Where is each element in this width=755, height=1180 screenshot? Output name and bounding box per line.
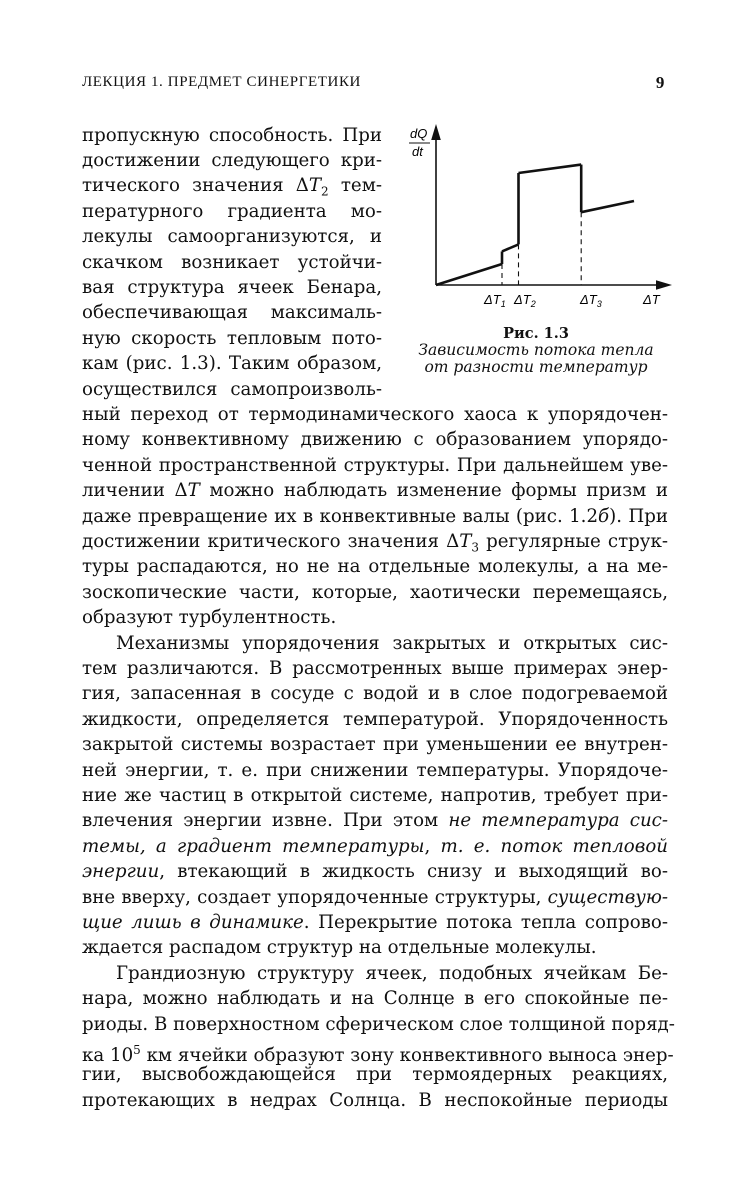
- text-line: вая структура ячеек Бенара,: [82, 277, 382, 298]
- text-line: вне вверху, создает упорядоченные структуры, существую-: [82, 887, 668, 908]
- text-line: Механизмы упорядочения закрытых и открытых сис-: [116, 633, 668, 654]
- y-label-den: dt: [412, 144, 423, 159]
- text-line: ней энергии, т. е. при снижении температуры. Упорядоче-: [82, 760, 668, 781]
- text-line: энергии, втекающий в жидкость снизу и выходящий во-: [82, 861, 668, 882]
- text-line: ка $10^5$ км ячейки образуют зону конвективного выноса энер-: [82, 1043, 674, 1067]
- text-line: достижении критического значения $\Delta T_3$ регулярные струк-: [82, 531, 668, 555]
- running-header: [82, 74, 665, 94]
- text-line: влечения энергии извне. При этом не температура сис-: [82, 810, 668, 831]
- figure-caption-line-2: от разности температур: [424, 358, 648, 376]
- tick-dt3: $\Delta T_3$: [580, 292, 602, 309]
- text-line: ному конвективному движению с образованием упорядо-: [82, 429, 668, 450]
- text-line: зоскопические части, которые, хаотически перемещаясь,: [82, 582, 668, 603]
- text-line: обеспечивающая максималь-: [82, 302, 382, 323]
- text-line: ную скорость тепловым пото-: [82, 328, 382, 349]
- flux-curve: [436, 165, 634, 285]
- text-line: тического значения $\Delta T_2$ тем-: [82, 175, 382, 199]
- tick-dt: ΔT: [643, 292, 660, 307]
- text-line: жидкости, определяется температурой. Упорядоченность: [82, 709, 668, 730]
- text-line: щие лишь в динамике. Перекрытие потока тепла сопрово-: [82, 912, 668, 933]
- text-line: нара, можно наблюдать и на Солнце в его спокойные пе-: [82, 988, 668, 1009]
- text-line: ченной пространственной структуры. При дальнейшем уве-: [82, 455, 668, 476]
- text-line: ждается распадом структур на отдельные молекулы.: [82, 937, 597, 958]
- header-title: ЛЕКЦИЯ 1. ПРЕДМЕТ СИНЕРГЕТИКИ: [82, 74, 361, 90]
- text-line: закрытой системы возрастает при уменьшении ее внутрен-: [82, 734, 668, 755]
- text-line: лекулы самоорганизуются, и: [82, 226, 382, 247]
- curve-segment: [502, 244, 519, 251]
- text-line: образуют турбулентность.: [82, 607, 337, 628]
- text-line: Грандиозную структуру ячеек, подобных ячейкам Бе-: [116, 963, 668, 984]
- text-line: гия, запасенная в сосуде с водой и в слое подогреваемой: [82, 683, 668, 704]
- critical-guides: [502, 212, 581, 285]
- curve-segment: [519, 165, 582, 173]
- text-line: осуществился самопроизволь-: [82, 379, 382, 400]
- text-line: пературного градиента мо-: [82, 201, 382, 222]
- curve-segment: [581, 201, 634, 212]
- text-line: личении ΔT можно наблюдать изменение формы призм и: [82, 480, 669, 501]
- x-tick-labels: [483, 292, 661, 309]
- y-label-num: dQ: [410, 126, 428, 141]
- text-line: ние же частиц в открытой системе, напротив, требует при-: [82, 785, 668, 806]
- text-line: темы, а градиент температуры, т. е. поток тепловой: [82, 836, 668, 857]
- tick-dt2: $\Delta T_2$: [514, 292, 536, 309]
- text-line: кам (рис. 1.3). Таким образом,: [82, 353, 382, 374]
- text-line: скачком возникает устойчи-: [82, 252, 382, 273]
- text-line: достижении следующего кри-: [82, 150, 382, 171]
- tick-dt1: $\Delta T_1$: [484, 292, 506, 309]
- text-line: ный переход от термодинамического хаоса к упорядочен-: [82, 404, 668, 425]
- curve-segment: [436, 264, 502, 285]
- text-line: гии, высвобождающейся при термоядерных реакциях,: [82, 1064, 668, 1085]
- text-line: тем различаются. В рассмотренных выше примерах энер-: [82, 658, 668, 679]
- text-line: протекающих в недрах Солнца. В неспокойные периоды: [82, 1090, 668, 1111]
- text-line: туры распадаются, но не на отдельные молекулы, а на ме-: [82, 556, 668, 577]
- page-number: 9: [655, 73, 665, 92]
- figure-caption-line-1: Зависимость потока тепла: [418, 341, 654, 359]
- figure-caption-number: Рис. 1.3: [503, 325, 569, 342]
- text-line: пропускную способность. При: [82, 125, 382, 146]
- figure-1-3: [400, 120, 675, 320]
- text-line: риоды. В поверхностном сферическом слое толщиной поряд-: [82, 1014, 675, 1035]
- text-line: даже превращение их в конвективные валы (рис. 1.2б). При: [82, 506, 668, 527]
